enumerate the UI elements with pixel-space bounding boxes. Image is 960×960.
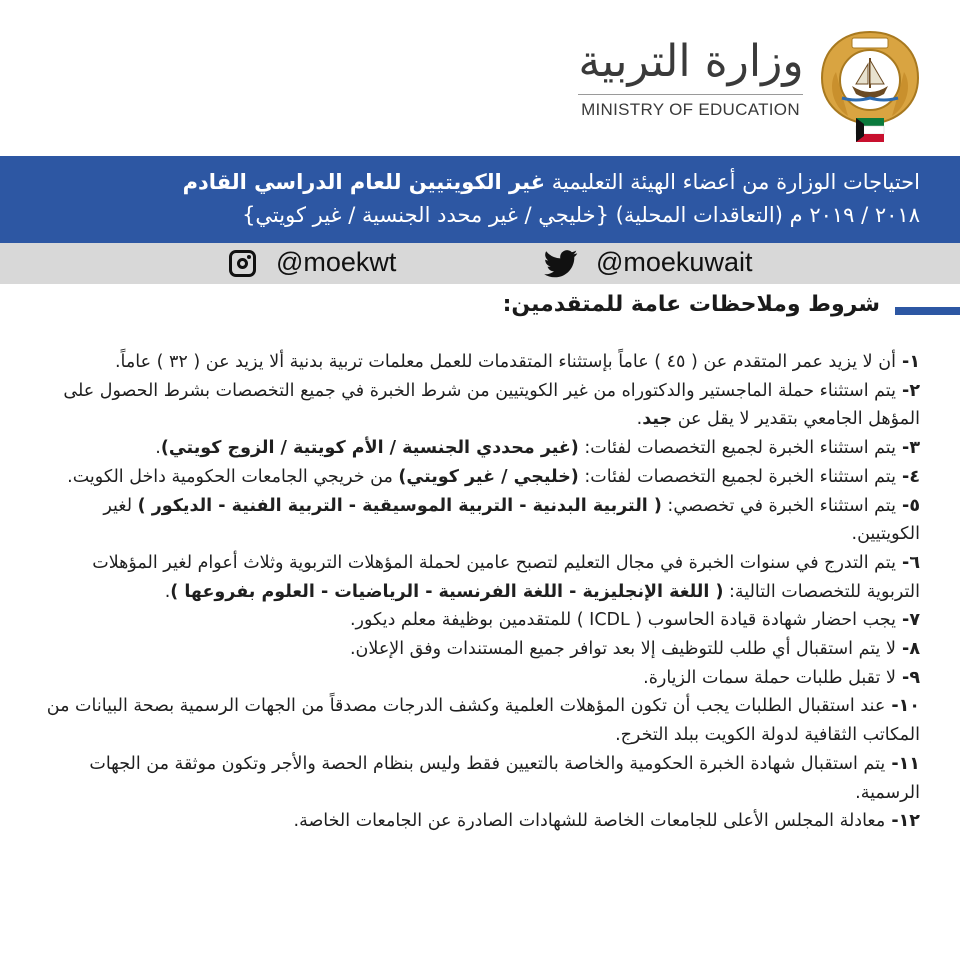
ministry-name-english: MINISTRY OF EDUCATION	[581, 100, 800, 119]
rule-number: ٣-	[895, 438, 920, 459]
banner-line-1-emphasis: غير الكويتيين للعام الدراسي القادم	[182, 170, 546, 194]
twitter-icon[interactable]	[543, 250, 579, 278]
rules-list	[40, 348, 920, 836]
rule-text: يتم استثناء الخبرة لجميع التخصصات لفئات:	[578, 438, 896, 459]
rule-number: ٧-	[895, 610, 920, 631]
rule-text: يتم استقبال شهادة الخبرة الحكومية والخاصة بالتعيين فقط وليس بنظام الحصة والأجر وتكون موثقة من الجهات الرسمية.	[89, 753, 920, 803]
rule-item	[40, 692, 920, 749]
kuwait-emblem-icon	[818, 28, 922, 152]
rule-text: يجب احضار شهادة قيادة الحاسوب ( ICDL ) للمتقدمين بوظيفة معلم ديكور.	[349, 610, 896, 631]
rule-item	[40, 606, 920, 635]
rule-emphasis: ( التربية البدنية - التربية الموسيقية - التربية الفنية - الديكور )	[137, 495, 662, 516]
rule-text: يتم استثناء الخبرة في تخصصي:	[661, 495, 896, 516]
rule-number: ١٢-	[885, 811, 920, 832]
rule-number: ٢-	[895, 380, 920, 401]
rule-item	[40, 664, 920, 693]
rule-number: ٨-	[895, 639, 920, 660]
instagram-handle[interactable]: @moekwt	[276, 247, 397, 277]
rule-tail: لغير الكويتيين.	[103, 495, 920, 545]
rule-number: ٥-	[895, 495, 920, 516]
rule-text: معادلة المجلس الأعلى للجامعات الخاصة للشهادات الصادرة عن الجامعات الخاصة.	[293, 811, 886, 832]
twitter-handle[interactable]: @moekuwait	[596, 247, 753, 277]
rule-number: ٩-	[895, 667, 920, 688]
title-banner	[0, 156, 960, 243]
rule-text: يتم استثناء حملة الماجستير والدكتوراه من غير الكويتيين من شرط الخبرة في جميع التخصصات بشرط الحصول على المؤهل الجامعي بتقدير لا يقل عن	[63, 380, 920, 430]
rule-text: لا يتم استقبال أي طلب للتوظيف إلا بعد توافر جميع المستندات وفق الإعلان.	[349, 639, 896, 660]
rule-item	[40, 377, 920, 434]
rule-text: يتم التدرج في سنوات الخبرة في مجال التعليم لتصبح عامين لحملة المؤهلات التربوية وثلاث أعوام لغير المؤهلات التربوية للتخصصات التالية:	[92, 552, 920, 602]
instagram-icon[interactable]	[229, 250, 256, 277]
rule-tail: .	[636, 409, 643, 430]
banner-line-1	[20, 166, 920, 198]
rule-number: ٦-	[895, 552, 920, 573]
rule-text: لا تقبل طلبات حملة سمات الزيارة.	[643, 667, 896, 688]
rule-text: يتم استثناء الخبرة لجميع التخصصات لفئات:	[578, 466, 896, 487]
rule-text: أن لا يزيد عمر المتقدم عن ( ٤٥ ) عاماً بإستثناء المتقدمات للعمل معلمات تربية بدنية ألا يزيد عن ( ٣٢ ) عاماً.	[114, 352, 896, 372]
social-bar	[0, 243, 960, 284]
divider	[578, 94, 803, 95]
rule-emphasis: (غير محددي الجنسية / الأم كويتية / الزوج كويتي)	[160, 438, 579, 459]
section-title: شروط وملاحظات عامة للمتقدمين:	[502, 292, 880, 317]
rule-emphasis: (خليجي / غير كويتي)	[398, 466, 579, 487]
rule-emphasis: ( اللغة الإنجليزية - اللغة الفرنسية - الرياضيات - العلوم بفروعها )	[170, 581, 724, 602]
rule-item	[40, 348, 920, 377]
section-accent-bar	[895, 307, 960, 315]
ministry-name-arabic: وزارة التربية	[578, 36, 804, 87]
rule-number: ١-	[895, 352, 920, 372]
rule-item	[40, 434, 920, 463]
rule-item	[40, 750, 920, 807]
banner-line-2: ٢٠١٨ / ٢٠١٩ م (التعاقدات المحلية) {خليجي / غير محدد الجنسية / غير كويتي}	[242, 203, 920, 227]
rule-item	[40, 807, 920, 836]
rule-item	[40, 635, 920, 664]
rule-emphasis: جيد	[642, 409, 673, 430]
rule-text: عند استقبال الطلبات يجب أن تكون المؤهلات العلمية وكشف الدرجات مصدقاً من الجهات الرسمية بصحة البيانات من المكاتب الثقافية لدولة الكويت ببلد التخرج.	[46, 696, 920, 746]
header	[0, 0, 960, 156]
rule-item	[40, 463, 920, 492]
rule-tail: من خريجي الجامعات الحكومية داخل الكويت.	[67, 466, 399, 487]
banner-line-1-start: احتياجات الوزارة من أعضاء الهيئة التعليمية	[545, 170, 920, 194]
rule-number: ٤-	[895, 466, 920, 487]
rule-item	[40, 492, 920, 549]
rule-item	[40, 549, 920, 606]
rule-number: ١٠-	[885, 696, 920, 717]
rule-number: ١١-	[885, 753, 920, 774]
rule-tail: .	[164, 581, 171, 602]
rule-tail: .	[155, 438, 161, 459]
